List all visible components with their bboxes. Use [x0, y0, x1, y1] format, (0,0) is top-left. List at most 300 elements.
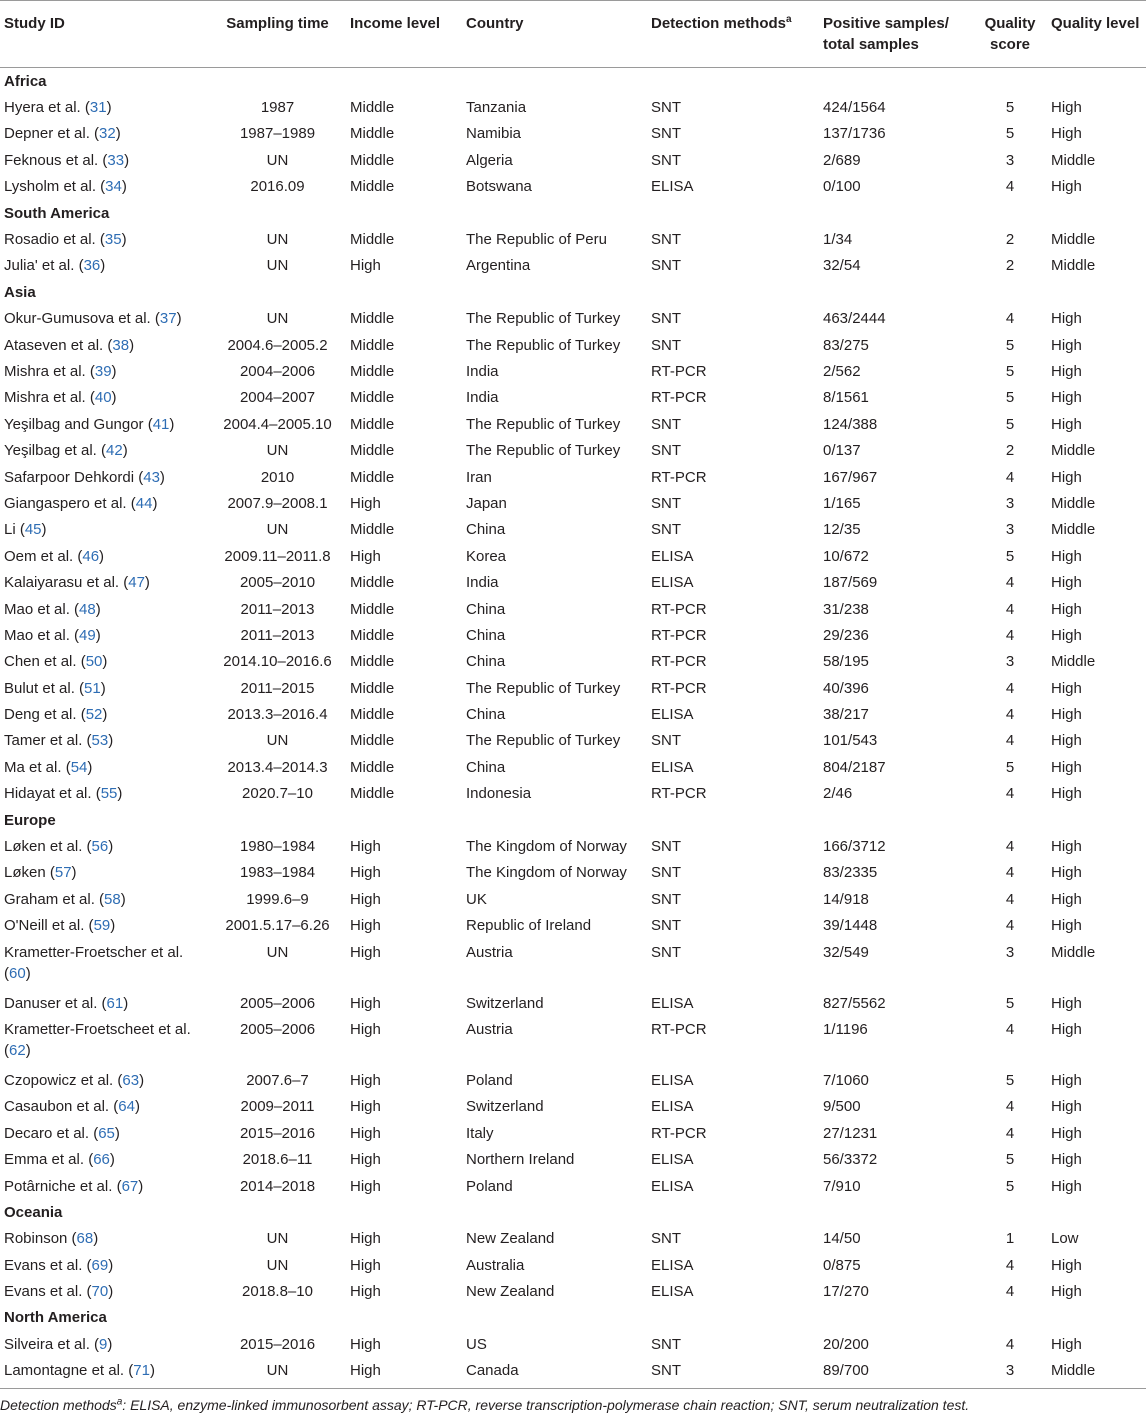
income-level-cell: Middle	[350, 151, 395, 169]
samples-cell: 0/137	[823, 442, 861, 460]
country-cell: New Zealand	[466, 1283, 555, 1301]
reference-link[interactable]: 35	[104, 231, 122, 249]
income-level-cell: High	[350, 257, 381, 275]
table-row	[0, 1358, 1146, 1384]
study-name: Krametter-Froetscheet et al. (	[4, 1021, 191, 1060]
reference-link[interactable]: 71	[133, 1362, 150, 1380]
table-row	[0, 121, 1146, 147]
header-quality-level: Quality level	[1051, 1, 1146, 68]
study-id-cell	[0, 517, 205, 543]
reference-link[interactable]: 46	[82, 547, 100, 565]
study-name: Løken et al. (	[4, 838, 92, 856]
quality-score-cell: 5	[1005, 1071, 1015, 1089]
country-cell: Korea	[466, 547, 507, 565]
study-name: Lamontagne et al. (	[4, 1362, 134, 1380]
table-row	[0, 781, 1146, 807]
quality-level-cell: High	[1051, 917, 1082, 935]
quality-score-cell: 4	[1005, 626, 1015, 644]
country-cell: Canada	[466, 1362, 519, 1380]
reference-link[interactable]: 61	[106, 994, 124, 1012]
samples-cell: 166/3712	[823, 838, 886, 856]
income-level-cell: Middle	[350, 125, 395, 143]
reference-link[interactable]: 65	[98, 1124, 115, 1142]
quality-level-cell: High	[1051, 732, 1082, 750]
reference-close: )	[108, 1256, 114, 1274]
samples-cell: 101/543	[823, 732, 878, 750]
detection-method-cell: RT-PCR	[651, 1021, 707, 1039]
reference-link[interactable]: 45	[24, 521, 42, 539]
samples-cell: 137/1736	[823, 125, 886, 143]
table-row	[0, 649, 1146, 675]
quality-score-cell: 4	[1005, 732, 1015, 750]
reference-link[interactable]: 70	[91, 1283, 109, 1301]
reference-close: )	[159, 468, 165, 486]
samples-cell: 7/910	[823, 1177, 861, 1195]
reference-link[interactable]: 38	[112, 336, 130, 354]
country-cell: Namibia	[466, 125, 522, 143]
samples-cell: 187/569	[823, 574, 878, 592]
reference-link[interactable]: 63	[122, 1071, 140, 1089]
study-name: Casaubon et al. (	[4, 1098, 119, 1116]
reference-close: )	[25, 964, 31, 982]
quality-score-cell: 2	[1005, 231, 1015, 249]
samples-cell: 17/270	[823, 1283, 869, 1301]
reference-close: )	[87, 758, 93, 776]
reference-link[interactable]: 44	[135, 494, 153, 512]
detection-method-cell: SNT	[651, 890, 681, 908]
reference-link[interactable]: 49	[79, 626, 96, 644]
quality-level-cell: High	[1051, 890, 1082, 908]
study-id-cell	[0, 94, 205, 120]
reference-link[interactable]: 48	[79, 600, 96, 618]
reference-link[interactable]: 33	[107, 151, 125, 169]
samples-cell: 40/396	[823, 679, 869, 697]
quality-level-cell: High	[1051, 574, 1082, 592]
region-row	[0, 807, 1146, 833]
samples-cell: 124/388	[823, 415, 878, 433]
income-level-cell: High	[350, 917, 381, 935]
samples-cell: 827/5562	[823, 994, 886, 1012]
detection-method-cell: ELISA	[651, 706, 694, 724]
detection-method-cell: SNT	[651, 99, 681, 117]
country-cell: India	[466, 574, 499, 592]
table-row	[0, 569, 1146, 595]
header-study-id: Study ID	[0, 1, 205, 68]
table-row	[0, 1226, 1146, 1252]
income-level-cell: High	[350, 494, 381, 512]
reference-link[interactable]: 34	[105, 178, 122, 196]
reference-close: )	[95, 626, 101, 644]
reference-link[interactable]: 50	[85, 653, 103, 671]
income-level-cell: High	[350, 994, 381, 1012]
samples-cell: 2/562	[823, 362, 861, 380]
reference-close: )	[108, 1283, 114, 1301]
quality-level-cell: High	[1051, 336, 1082, 354]
header-detection-methods: Detection methods$^a$	[651, 1, 823, 68]
income-level-cell: High	[350, 838, 381, 856]
sampling-time-cell: UN	[266, 151, 289, 169]
reference-close: )	[121, 231, 127, 249]
header-positive-samples: Positive samples/ total samples	[823, 1, 969, 68]
detection-method-cell: SNT	[651, 415, 681, 433]
study-name: Evans et al. (	[4, 1283, 92, 1301]
footnote-text: : ELISA, enzyme-linked immunosorbent assay; RT-PCR, reverse transcription-polymerase chain reaction; SNT, serum neutralization test.	[122, 1396, 970, 1413]
sampling-time-cell: UN	[266, 732, 289, 750]
quality-level-cell: High	[1051, 864, 1082, 882]
detection-method-cell: RT-PCR	[651, 600, 707, 618]
study-name: Decaro et al. (	[4, 1124, 99, 1142]
reference-link[interactable]: 31	[89, 99, 107, 117]
reference-close: )	[106, 99, 112, 117]
income-level-cell: High	[350, 1283, 381, 1301]
quality-level-cell: High	[1051, 600, 1082, 618]
reference-link[interactable]: 53	[91, 732, 109, 750]
country-cell: Austria	[466, 1021, 513, 1039]
samples-cell: 2/689	[823, 151, 861, 169]
reference-close: )	[25, 1042, 31, 1060]
samples-cell: 83/275	[823, 336, 869, 354]
quality-level-cell: High	[1051, 679, 1082, 697]
study-id-cell	[0, 411, 205, 437]
quality-score-cell: 5	[1005, 1151, 1015, 1169]
reference-close: )	[124, 151, 130, 169]
table-row	[0, 543, 1146, 569]
sampling-time-cell: UN	[266, 310, 289, 328]
table-row	[0, 622, 1146, 648]
samples-cell: 20/200	[823, 1335, 869, 1353]
detection-method-cell: RT-PCR	[651, 626, 707, 644]
header-sampling-time: Sampling time	[205, 1, 350, 68]
reference-link[interactable]: 66	[93, 1151, 110, 1169]
study-name: O'Neill et al. (	[4, 917, 94, 935]
income-level-cell: Middle	[350, 442, 395, 460]
reference-close: )	[71, 864, 77, 882]
quality-level-cell: High	[1051, 1283, 1082, 1301]
reference-close: )	[41, 521, 47, 539]
reference-link[interactable]: 47	[128, 574, 145, 592]
quality-level-cell: Middle	[1051, 653, 1096, 671]
reference-link[interactable]: 43	[143, 468, 160, 486]
reference-close: )	[110, 917, 116, 935]
reference-link[interactable]: 51	[84, 679, 101, 697]
table-row	[0, 1331, 1146, 1357]
income-level-cell: Middle	[350, 178, 395, 196]
table-row	[0, 728, 1146, 754]
reference-link[interactable]: 62	[9, 1042, 26, 1060]
study-name: Graham et al. (	[4, 890, 105, 908]
study-name: Potârniche et al. (	[4, 1177, 122, 1195]
quality-score-cell: 4	[1005, 838, 1015, 856]
study-id-cell	[0, 1173, 205, 1199]
table-footnote	[0, 1388, 1146, 1415]
sampling-time-cell: UN	[266, 521, 289, 539]
study-name: Oem et al. (	[4, 547, 83, 565]
table-row	[0, 306, 1146, 332]
reference-link[interactable]: 32	[99, 125, 116, 143]
quality-score-cell: 4	[1005, 310, 1015, 328]
reference-close: )	[176, 310, 182, 328]
reference-close: )	[117, 785, 123, 803]
reference-link[interactable]: 9	[99, 1335, 108, 1353]
sampling-time-cell: 1987	[260, 99, 295, 117]
samples-cell: 29/236	[823, 626, 869, 644]
quality-score-cell: 4	[1005, 679, 1015, 697]
income-level-cell: Middle	[350, 653, 395, 671]
reference-link[interactable]: 42	[106, 442, 123, 460]
table-row	[0, 490, 1146, 516]
income-level-cell: High	[350, 1230, 381, 1248]
reference-link[interactable]: 37	[159, 310, 177, 328]
reference-close: )	[114, 1124, 120, 1142]
country-cell: The Kingdom of Norway	[466, 838, 627, 856]
quality-level-cell: High	[1051, 99, 1082, 117]
detection-method-cell: SNT	[651, 864, 681, 882]
reference-close: )	[120, 890, 126, 908]
reference-close: )	[134, 1098, 140, 1116]
study-name: Mao et al. (	[4, 626, 80, 644]
sampling-time-cell: 2005–2006	[239, 994, 316, 1012]
sampling-time-cell: UN	[266, 1230, 289, 1248]
income-level-cell: High	[350, 890, 381, 908]
country-cell: India	[466, 389, 499, 407]
samples-cell: 32/54	[823, 257, 861, 275]
sampling-time-cell: 2015–2016	[239, 1124, 316, 1142]
sampling-time-cell: 2015–2016	[239, 1335, 316, 1353]
table-row	[0, 147, 1146, 173]
quality-score-cell: 3	[1005, 943, 1015, 961]
country-cell: Italy	[466, 1124, 494, 1142]
quality-level-cell: Middle	[1051, 231, 1096, 249]
study-name: Mishra et al. (	[4, 389, 95, 407]
quality-score-cell: 3	[1005, 1362, 1015, 1380]
reference-close: )	[169, 415, 175, 433]
income-level-cell: Middle	[350, 336, 395, 354]
sampling-time-cell: 2013.4–2014.3	[227, 758, 328, 776]
income-level-cell: High	[350, 1124, 381, 1142]
country-cell: The Republic of Peru	[466, 231, 607, 249]
study-id-cell	[0, 596, 205, 622]
country-cell: New Zealand	[466, 1230, 555, 1248]
country-cell: Republic of Ireland	[466, 917, 592, 935]
country-cell: Argentina	[466, 257, 531, 275]
country-cell: Austria	[466, 943, 513, 961]
study-name: Rosadio et al. (	[4, 231, 105, 249]
reference-link[interactable]: 68	[76, 1230, 94, 1248]
reference-close: )	[139, 1071, 145, 1089]
income-level-cell: Middle	[350, 389, 395, 407]
samples-cell: 804/2187	[823, 758, 886, 776]
study-id-cell	[0, 385, 205, 411]
quality-level-cell: Middle	[1051, 257, 1096, 275]
reference-link[interactable]: 64	[118, 1098, 135, 1116]
quality-score-cell: 4	[1005, 1283, 1015, 1301]
quality-score-cell: 2	[1005, 442, 1015, 460]
quality-score-cell: 4	[1005, 1256, 1015, 1274]
header-quality-score: Quality score	[969, 1, 1051, 68]
study-id-cell	[0, 174, 205, 200]
region-row	[0, 200, 1146, 226]
quality-level-cell: High	[1051, 1071, 1082, 1089]
table-row	[0, 1016, 1146, 1067]
samples-cell: 38/217	[823, 706, 869, 724]
study-id-cell	[0, 121, 205, 147]
reference-close: )	[95, 600, 101, 618]
detection-method-cell: SNT	[651, 521, 681, 539]
detection-method-cell: RT-PCR	[651, 785, 707, 803]
table-row	[0, 226, 1146, 252]
table-row	[0, 94, 1146, 120]
study-name: Løken (	[4, 864, 55, 882]
samples-cell: 56/3372	[823, 1151, 878, 1169]
detection-method-cell: ELISA	[651, 758, 694, 776]
sampling-time-cell: 2018.8–10	[242, 1283, 313, 1301]
study-id-cell	[0, 147, 205, 173]
study-id-cell	[0, 860, 205, 886]
study-name: Feknous et al. (	[4, 151, 108, 169]
quality-level-cell: High	[1051, 1124, 1082, 1142]
study-id-cell	[0, 1331, 205, 1357]
country-cell: China	[466, 626, 506, 644]
reference-link[interactable]: 54	[70, 758, 88, 776]
table-row	[0, 886, 1146, 912]
reference-link[interactable]: 56	[91, 838, 109, 856]
sampling-time-cell: 1980–1984	[239, 838, 316, 856]
quality-level-cell: High	[1051, 785, 1082, 803]
sampling-time-cell: 2007.9–2008.1	[227, 494, 328, 512]
table-row	[0, 913, 1146, 939]
reference-link[interactable]: 58	[104, 890, 121, 908]
sampling-time-cell: 2013.3–2016.4	[227, 706, 328, 724]
reference-link[interactable]: 40	[94, 389, 112, 407]
detection-method-cell: SNT	[651, 1362, 681, 1380]
quality-score-cell: 4	[1005, 1021, 1015, 1039]
study-id-cell	[0, 306, 205, 332]
quality-score-cell: 5	[1005, 99, 1015, 117]
detection-method-cell: SNT	[651, 310, 681, 328]
income-level-cell: Middle	[350, 310, 395, 328]
country-cell: Algeria	[466, 151, 513, 169]
income-level-cell: High	[350, 1151, 381, 1169]
quality-score-cell: 4	[1005, 706, 1015, 724]
study-name: Danuser et al. (	[4, 994, 107, 1012]
reference-link[interactable]: 69	[91, 1256, 109, 1274]
quality-level-cell: High	[1051, 389, 1082, 407]
table-row	[0, 464, 1146, 490]
reference-link[interactable]: 67	[121, 1177, 139, 1195]
country-cell: Botswana	[466, 178, 532, 196]
study-id-cell	[0, 913, 205, 939]
quality-score-cell: 4	[1005, 785, 1015, 803]
samples-cell: 463/2444	[823, 310, 886, 328]
detection-method-cell: SNT	[651, 231, 681, 249]
reference-close: )	[121, 178, 127, 196]
reference-close: )	[138, 1177, 144, 1195]
reference-close: )	[123, 994, 129, 1012]
reference-link[interactable]: 36	[83, 257, 101, 275]
study-name: Mao et al. (	[4, 600, 80, 618]
study-name: Bulut et al. (	[4, 679, 85, 697]
sampling-time-cell: 2011–2013	[240, 600, 315, 618]
reference-link[interactable]: 59	[93, 917, 111, 935]
quality-score-cell: 5	[1005, 994, 1015, 1012]
quality-score-cell: 3	[1005, 653, 1015, 671]
reference-link[interactable]: 41	[152, 415, 170, 433]
country-cell: China	[466, 521, 506, 539]
table-row	[0, 253, 1146, 279]
detection-method-cell: SNT	[651, 917, 681, 935]
income-level-cell: Middle	[350, 231, 395, 249]
region-row	[0, 1305, 1146, 1331]
detection-method-cell: ELISA	[651, 178, 694, 196]
reference-link[interactable]: 60	[9, 964, 26, 982]
country-cell: Switzerland	[466, 994, 544, 1012]
table-row	[0, 411, 1146, 437]
reference-link[interactable]: 39	[94, 362, 112, 380]
detection-method-cell: RT-PCR	[651, 468, 707, 486]
quality-level-cell: High	[1051, 1177, 1082, 1195]
quality-level-cell: Middle	[1051, 521, 1096, 539]
quality-score-cell: 5	[1005, 336, 1015, 354]
income-level-cell: Middle	[350, 468, 395, 486]
quality-score-cell: 1	[1005, 1230, 1015, 1248]
samples-cell: 10/672	[823, 547, 869, 565]
reference-close: )	[99, 547, 105, 565]
income-level-cell: Middle	[350, 785, 395, 803]
reference-close: )	[111, 389, 117, 407]
samples-cell: 14/50	[823, 1230, 861, 1248]
country-cell: The Republic of Turkey	[466, 442, 621, 460]
reference-link[interactable]: 52	[85, 706, 103, 724]
quality-level-cell: High	[1051, 1335, 1082, 1353]
study-name: Silveira et al. (	[4, 1335, 100, 1353]
reference-close: )	[108, 838, 114, 856]
study-name: Li (	[4, 521, 25, 539]
study-id-cell	[0, 939, 205, 990]
quality-score-cell: 4	[1005, 1124, 1015, 1142]
quality-level-cell: Middle	[1051, 943, 1096, 961]
detection-method-cell: SNT	[651, 838, 681, 856]
reference-close: )	[115, 125, 121, 143]
detection-method-cell: SNT	[651, 494, 681, 512]
region-heading: South America	[4, 204, 110, 222]
study-name: Ataseven et al. (	[4, 336, 113, 354]
study-id-cell	[0, 622, 205, 648]
header-income-level: Income level	[350, 1, 466, 68]
quality-level-cell: High	[1051, 626, 1082, 644]
table-row	[0, 939, 1146, 990]
samples-cell: 0/100	[823, 178, 861, 196]
reference-link[interactable]: 57	[54, 864, 72, 882]
table-row	[0, 754, 1146, 780]
samples-cell: 424/1564	[823, 99, 886, 117]
region-row	[0, 68, 1146, 95]
sampling-time-cell: 2011–2013	[240, 626, 315, 644]
samples-cell: 27/1231	[823, 1124, 878, 1142]
reference-link[interactable]: 55	[100, 785, 118, 803]
quality-score-cell: 4	[1005, 574, 1015, 592]
samples-cell: 14/918	[823, 890, 869, 908]
country-cell: Australia	[466, 1256, 525, 1274]
study-name: Evans et al. (	[4, 1256, 92, 1274]
quality-level-cell: High	[1051, 1098, 1082, 1116]
sampling-time-cell: 2004.4–2005.10	[223, 415, 332, 433]
detection-method-cell: ELISA	[651, 1283, 694, 1301]
sampling-time-cell: 2010	[260, 468, 295, 486]
quality-level-cell: Low	[1051, 1230, 1079, 1248]
detection-method-cell: ELISA	[651, 994, 694, 1012]
quality-score-cell: 3	[1005, 521, 1015, 539]
country-cell: The Republic of Turkey	[466, 732, 621, 750]
